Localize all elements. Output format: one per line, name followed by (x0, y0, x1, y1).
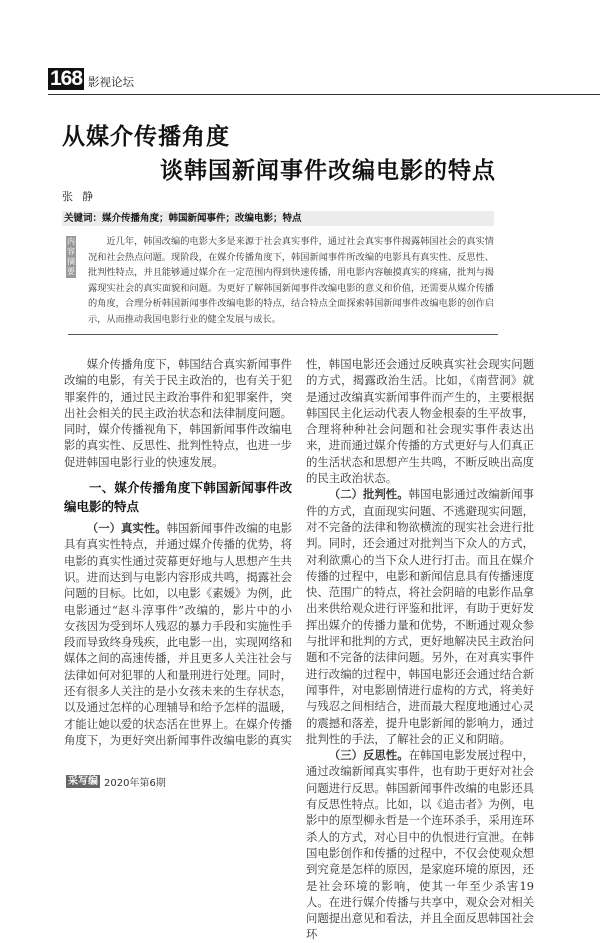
separator-rule (68, 334, 498, 335)
header-rule (48, 94, 600, 95)
paragraph-label: （一）真实性。 (86, 521, 167, 536)
right-column-content (306, 356, 534, 943)
paragraph-label: （二）批判性。 (328, 487, 409, 502)
paragraph-text: 在韩国电影发展过程中，通过改编新闻真实事件，也有助于更好对社会问题进行反思。韩国新闻事件改编的电影还具有反思性特点。比如，以《追击者》为例，电影中的原型柳永哲是一个连环杀手，采用连环杀人的方式，对心目中的仇恨进行宣泄。在韩国电影创作和传播的过程中，不仅会使观众想到究竟是怎样的原因，是家庭环境的原因，还是社会环境的影响，使其一年至少杀害19人。在进行媒介传播与共享中，观众会对相关问题提出意见和看法，并且全面反思韩国社会环 (306, 748, 534, 942)
paragraph-label: （三）反思性。 (328, 748, 409, 763)
footer (66, 774, 166, 789)
running-header (48, 68, 134, 90)
paragraph-critical (306, 486, 534, 747)
paragraph-continuation: 性，韩国电影还会通过反映真实社会现实问题的方式，揭露政治生活。比如，《南营洞》就是通过改编真实新闻事件而产生的，主要根据韩国民主化运动代表人物金根泰的生平故事，合理将种种社会问题和社会现实事件表达出来，进而通过媒介传播的方式更好与人们真正的生活状态和思想产生共鸣，不断反映出高度的民主政治状态。 (306, 357, 534, 486)
left-column (64, 356, 292, 748)
intro-paragraph: 媒介传播角度下，韩国结合真实新闻事件改编的电影，有关于民主政治的，也有关于犯罪案件的，通过民主政治事件和犯罪案件，突出社会相关的民主政治状态和法律制度问题。同时，媒介传播视角下，韩国新闻事件改编电影的真实性、反思性、批判性特点，也进一步促进韩国电影行业的快速发展。 (64, 357, 292, 469)
page-number: 168 (50, 67, 83, 90)
title-line-2: 谈韩国新闻事件改编电影的特点 (160, 157, 496, 184)
keywords: 关键词：媒介传播角度；韩国新闻事件；改编电影；特点 (62, 211, 494, 226)
paragraph-text: 韩国电影通过改编新闻事件的方式，直面现实问题、不逃避现实问题，对不完备的法律和物欲横流的现实社会进行批判。同时，还会通过对批判当下众人的方式，对利欲熏心的当下众人进行打击。而且在媒介传播的过程中，电影和新闻信息具有传播速度快、范围广的特点，将社会阴暗的电影作品拿出来供给观众进行评鉴和批评，有助于更好发挥出媒介的传播力量和优势，不断通过观众参与批评和批判的方式，更好地解决民主政治问题和不完备的法律问题。另外，在对真实事件进行改编的过程中，韩国电影还会通过结合新闻事件，对电影剧情进行虚构的方式，将美好与残忍之间相结合，进而最大程度地通过心灵的震撼和落差，提升电影新闻的影响力，通过批判性的手法，了解社会的正义和阴暗。 (306, 487, 534, 746)
abstract-label: 内容摘要 (67, 237, 75, 276)
paragraph-authenticity (64, 520, 292, 748)
issue-info: 2020年第6期 (104, 778, 166, 789)
section-heading: 一、媒介传播角度下韩国新闻事件改编电影的特点 (64, 480, 292, 515)
author: 张静 (62, 190, 102, 203)
paragraph-text: 韩国新闻事件改编的电影具有真实性特点，并通过媒介传播的优势，将电影的真实性通过荧幕更好地与人思想产生共识。进而达到与电影内容形成共鸣，揭露社会问题的目标。比如，以电影《素媛》为例，此电影通过“赵斗淳事件”改编的，影片中的小女孩因为受到坏人残忍的暴力手段和实施性手段而导致终身残疾，此电影一出，实现网络和媒体之间的高速传播，并且更多人关注社会与法律如何对犯罪的人和量刑进行处理。同时，还有很多人关注的是小女孩未来的生存状态，以及通过怎样的心理辅导和给予怎样的温暖，才能让她以爱的状态活在世界上。在媒介传播角度下，为更好突出新闻事件改编电影的真实 (64, 521, 292, 747)
section-name: 影视论坛 (88, 75, 135, 89)
paragraph-reflective (306, 747, 534, 943)
abstract-text: 近几年，韩国改编的电影大多是来源于社会真实事件，通过社会真实事件揭露韩国社会的真实情况和社会热点问题。现阶段，在媒介传播角度下，韩国新闻事件所改编的电影具有真实性、反思性、批判性特点，并且能够通过媒介在一定范围内得到快速传播，用电影内容触摸真实的疼痛，批判与揭露现实社会的真实面貌和问题。为更好了解韩国新闻事件改编电影的意义和价值，还需要从媒介传播的角度，合理分析韩国新闻事件改编电影的特点，结合特点全面探索韩国新闻事件改编电影的创作启示，从而推动我国电影行业的健全发展与成长。 (88, 236, 494, 325)
journal-logo: 采写编 (68, 776, 98, 787)
title-line-1: 从媒介传播角度 (62, 123, 230, 150)
